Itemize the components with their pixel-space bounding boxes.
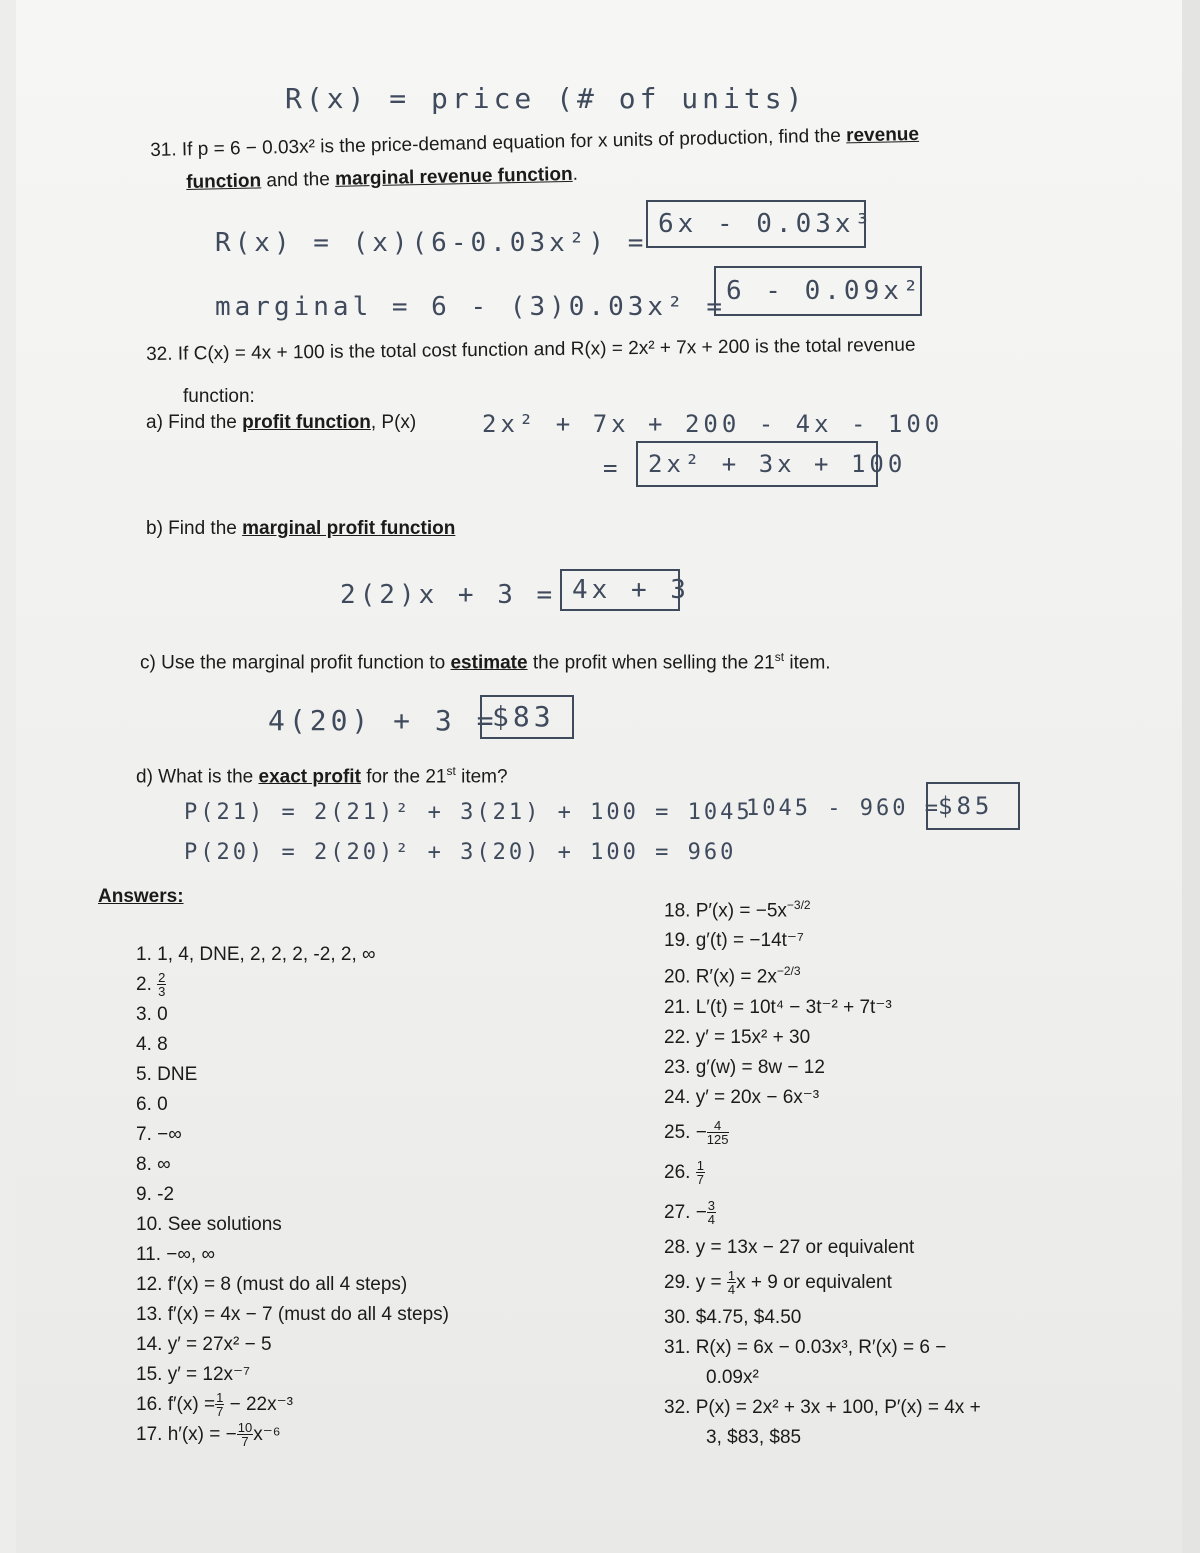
q32d-work-p20: P(20) = 2(20)² + 3(20) + 100 = 960 <box>184 840 737 865</box>
answer-14: 14. y′ = 27x² − 5 <box>136 1334 272 1355</box>
fraction-numerator: 10 <box>237 1420 253 1436</box>
fraction-denominator: 4 <box>707 1212 716 1228</box>
answer-12: 12. f′(x) = 8 (must do all 4 steps) <box>136 1274 408 1295</box>
answer-17 <box>136 1420 449 1450</box>
answer-2 <box>136 970 449 1000</box>
question-32a <box>146 412 416 434</box>
q32b-work: 2(2)x + 3 = <box>340 580 557 610</box>
answer-26-label: 26. <box>664 1161 691 1183</box>
answer-25-fraction <box>707 1119 729 1146</box>
answer-16-label: 16. f′(x) = <box>136 1394 216 1415</box>
q32a-pre: a) Find the <box>146 412 237 433</box>
question-32c <box>140 650 831 674</box>
answer-4: 4. 8 <box>136 1034 168 1055</box>
answer-17-fraction <box>237 1421 253 1448</box>
question-32-line2: function: <box>183 386 255 407</box>
answer-1: 1. 1, 4, DNE, 2, 2, 2, -2, 2, ∞ <box>136 944 376 965</box>
answer-17-rest: x⁻⁶ <box>253 1424 281 1445</box>
answer-21: 21. L′(t) = 10t⁴ − 3t⁻² + 7t⁻³ <box>664 996 892 1018</box>
fraction-denominator: 4 <box>727 1282 736 1298</box>
answer-26-fraction <box>696 1159 705 1186</box>
answer-16-rest: − 22x⁻³ <box>229 1394 293 1415</box>
answer-26 <box>664 1153 981 1193</box>
q32d-answer-box: $85 <box>926 782 1020 830</box>
answer-5: 5. DNE <box>136 1064 198 1085</box>
answer-10: 10. See solutions <box>136 1214 282 1235</box>
answer-6: 6. 0 <box>136 1094 168 1115</box>
answer-13: 13. f′(x) = 4x − 7 (must do all 4 steps) <box>136 1304 449 1325</box>
handwritten-header-note: R(x) = price (# of units) <box>285 82 807 115</box>
q32a-post: , P(x) <box>370 412 417 433</box>
answer-8: 8. ∞ <box>136 1154 171 1175</box>
q32c-end: item. <box>789 652 831 674</box>
q31-text: 31. If p = 6 − 0.03x² is the price-demand equation for x units of production, find the <box>150 125 842 161</box>
answer-18 <box>664 890 981 926</box>
answer-16-fraction <box>215 1391 224 1418</box>
q31-and: and the <box>266 168 331 192</box>
q31-work-marginal: marginal = 6 - (3)0.03x² = <box>215 292 726 322</box>
q32b-pre: b) Find the <box>146 518 237 539</box>
answer-11: 11. −∞, ∞ <box>136 1244 216 1265</box>
question-32b <box>146 518 455 540</box>
q31-end: . <box>572 163 579 185</box>
q32a-underline: profit function <box>242 412 371 433</box>
fraction-numerator: 4 <box>707 1119 729 1133</box>
fraction-numerator: 1 <box>216 1390 224 1406</box>
q32d-sup: st <box>446 764 456 778</box>
fraction-denominator: 7 <box>696 1172 704 1188</box>
q32d-work-p21: P(21) = 2(21)² + 3(21) + 100 = 1045 <box>184 800 753 825</box>
answer-17-label: 17. h′(x) = − <box>136 1424 237 1445</box>
q31-answer-box-revenue: 6x - 0.03x³ <box>646 200 866 248</box>
answer-2-fraction <box>157 971 166 998</box>
q32c-work: 4(20) + 3 = <box>268 704 498 737</box>
q32a-equals: = <box>603 454 622 482</box>
q32a-answer-box: 2x² + 3x + 100 <box>636 441 878 487</box>
answers-left-column <box>136 940 449 1450</box>
question-32d <box>136 764 508 788</box>
q32c-post: the profit when selling the 21 <box>532 652 775 674</box>
q32d-end: item? <box>461 766 508 788</box>
fraction-denominator: 125 <box>706 1132 729 1148</box>
answer-20-label: 20. R′(x) = 2x <box>664 966 777 988</box>
page-edge <box>1182 0 1200 1553</box>
q31-underline-marginal: marginal revenue function <box>334 163 573 190</box>
q31-underline-function: function <box>186 170 262 193</box>
q32b-answer-box: 4x + 3 <box>560 569 680 611</box>
q31-answer-box-marginal: 6 - 0.09x² <box>714 266 922 316</box>
answer-25-label: 25. − <box>664 1121 707 1143</box>
answer-27-fraction <box>707 1199 716 1226</box>
answer-18-label: 18. P′(x) = −5x <box>664 900 787 922</box>
answer-30: 30. $4.75, $4.50 <box>664 1306 802 1328</box>
q32d-work-diff: 1045 - 960 = <box>746 796 941 821</box>
q32c-sup: st <box>774 650 785 664</box>
answer-20-exponent: −2/3 <box>776 964 801 979</box>
q32b-underline: marginal profit function <box>242 518 456 539</box>
answer-23: 23. g′(w) = 8w − 12 <box>664 1056 825 1078</box>
answer-16 <box>136 1390 449 1420</box>
answer-24: 24. y′ = 20x − 6x⁻³ <box>664 1086 820 1108</box>
q32d-pre: d) What is the <box>136 766 254 788</box>
answer-2-label: 2. <box>136 974 152 995</box>
answer-32-continued: 3, $83, $85 <box>706 1426 802 1448</box>
fraction-denominator: 7 <box>216 1404 224 1420</box>
answer-25 <box>664 1113 981 1153</box>
q32a-work: 2x² + 7x + 200 - 4x - 100 <box>482 410 944 438</box>
q31-work-revenue: R(x) = (x)(6-0.03x²) = <box>215 228 648 258</box>
q32c-pre: c) Use the marginal profit function to <box>140 652 446 674</box>
q32c-answer-box: $83 <box>480 695 574 739</box>
fraction-denominator: 3 <box>158 984 166 1000</box>
fraction-numerator: 3 <box>707 1198 716 1214</box>
answer-18-exponent: −3/2 <box>786 898 811 912</box>
answers-heading: Answers: <box>98 886 184 907</box>
answer-15: 15. y′ = 12x⁻⁷ <box>136 1364 250 1385</box>
answer-27-label: 27. − <box>664 1201 707 1223</box>
fraction-denominator: 7 <box>241 1434 249 1450</box>
question-32: 32. If C(x) = 4x + 100 is the total cost function and R(x) = 2x² + 7x + 200 is the total revenue <box>146 334 916 365</box>
answer-9: 9. -2 <box>136 1184 175 1205</box>
answer-32: 32. P(x) = 2x² + 3x + 100, P′(x) = 4x + <box>664 1396 981 1418</box>
answer-19: 19. g′(t) = −14t⁻⁷ <box>664 930 804 952</box>
answer-28: 28. y = 13x − 27 or equivalent <box>664 1236 915 1258</box>
answer-7: 7. −∞ <box>136 1124 182 1145</box>
answers-right-column <box>664 890 981 1453</box>
answer-29-label: 29. y = <box>664 1271 722 1293</box>
answer-31-continued: 0.09x² <box>706 1366 759 1388</box>
answer-20 <box>664 956 981 992</box>
fraction-numerator: 1 <box>727 1268 736 1284</box>
q32d-post: for the 21 <box>366 766 447 788</box>
q32d-underline: exact profit <box>258 766 361 788</box>
answer-31: 31. R(x) = 6x − 0.03x³, R′(x) = 6 − <box>664 1336 947 1358</box>
fraction-numerator: 1 <box>696 1158 704 1174</box>
answer-29-rest: x + 9 or equivalent <box>736 1271 892 1293</box>
answer-27 <box>664 1193 981 1233</box>
q31-underline-revenue: revenue <box>845 123 920 147</box>
q32c-underline: estimate <box>450 652 528 674</box>
answer-3: 3. 0 <box>136 1004 168 1025</box>
fraction-numerator: 2 <box>158 970 166 986</box>
answer-22: 22. y′ = 15x² + 30 <box>664 1026 811 1048</box>
answer-29-fraction <box>727 1269 736 1296</box>
answer-29 <box>664 1263 981 1303</box>
